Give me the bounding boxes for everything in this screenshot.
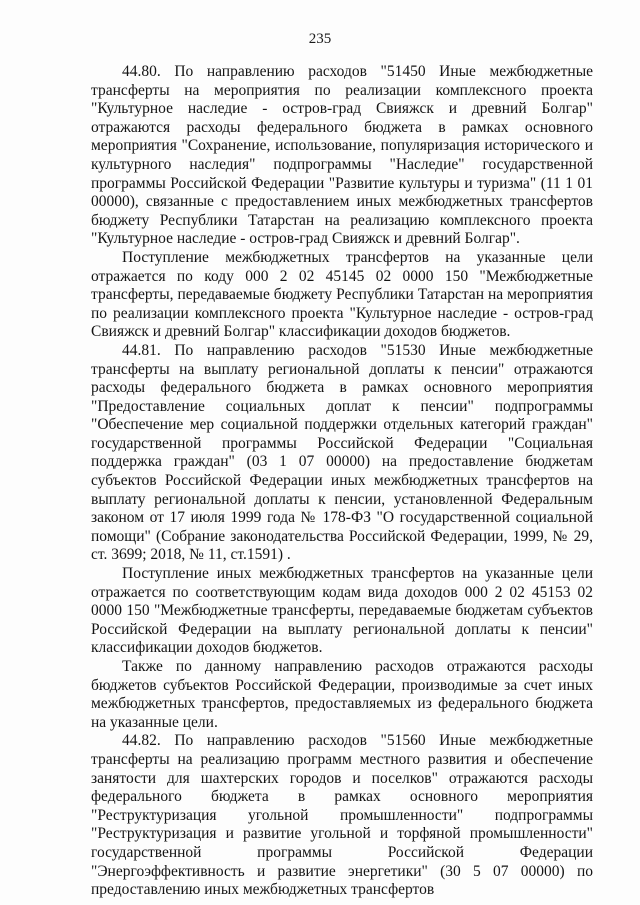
paragraph-44-80: 44.80. По направлению расходов "51450 Иные межбюджетные трансферты на мероприятия по реализации комплексного проекта "Культурное наследие - остров-град Свияжск и древний Болгар" отражаются расходы федерального бюджета в рамках основного мероприятия "Сохранение, использование, популяризация исторического и культурного наследия" подпрограммы "Наследие" государственной программы Российской Федерации "Развитие культуры и туризма" (11 1 01 00000), связанные с предоставлением иных межбюджетных трансфертов бюджету Республики Татарстан на реализацию комплексного проекта "Культурное наследие - остров-град Свияжск и древний Болгар". — [91, 63, 593, 248]
paragraph-44-81: 44.81. По направлению расходов "51530 Иные межбюджетные трансферты на выплату региональной доплаты к пенсии" отражаются расходы федерального бюджета в рамках основного мероприятия "Предоставление социальных доплат к пенсии" подпрограммы "Обеспечение мер социальной поддержки отдельных категорий граждан" государственной программы Российской Федерации "Социальная поддержка граждан" (03 1 07 00000) на предоставление бюджетам субъектов Российской Федерации иных межбюджетных трансфертов на выплату региональной доплаты к пенсии, установленной Федеральным законом от 17 июля 1999 года № 178-ФЗ "О государственной социальной помощи" (Собрание законодательства Российской Федерации, 1999, № 29, ст. 3699; 2018, № 11, ст.1591) . — [91, 341, 593, 564]
document-body — [91, 63, 593, 900]
paragraph-receipt-45145: Поступление межбюджетных трансфертов на указанные цели отражается по коду 000 2 02 45145 02 0000 150 "Межбюджетные трансферты, передаваемые бюджету Республики Татарстан на мероприятия по реализации комплексного проекта "Культурное наследие - остров-град Свияжск и древний Болгар" классификации доходов бюджетов. — [91, 248, 593, 341]
paragraph-subject-expenses: Также по данному направлению расходов отражаются расходы бюджетов субъектов Российской Федерации, производимые за счет иных межбюджетных трансфертов, предоставляемых из федерального бюджета на указанные цели. — [91, 658, 593, 731]
paragraph-receipt-45153: Поступление иных межбюджетных трансфертов на указанные цели отражается по соответствующим кодам вида доходов 000 2 02 45153 02 0000 150 "Межбюджетные трансферты, передаваемые бюджетам субъектов Российской Федерации на выплату региональной доплаты к пенсии" классификации доходов бюджетов. — [91, 565, 593, 657]
page-number: 235 — [308, 31, 332, 47]
paragraph-44-82: 44.82. По направлению расходов "51560 Иные межбюджетные трансферты на реализацию программ местного развития и обеспечение занятости для шахтерских городов и поселков" отражаются расходы федерального бюджета в рамках основного мероприятия "Реструктуризация угольной промышленности" подпрограммы "Реструктуризация и развитие угольной и торфяной промышленности" государственной программы Российской Федерации "Энергоэффективность и развитие энергетики" (30 5 07 00000) по предоставлению иных межбюджетных трансфертов — [91, 732, 593, 899]
